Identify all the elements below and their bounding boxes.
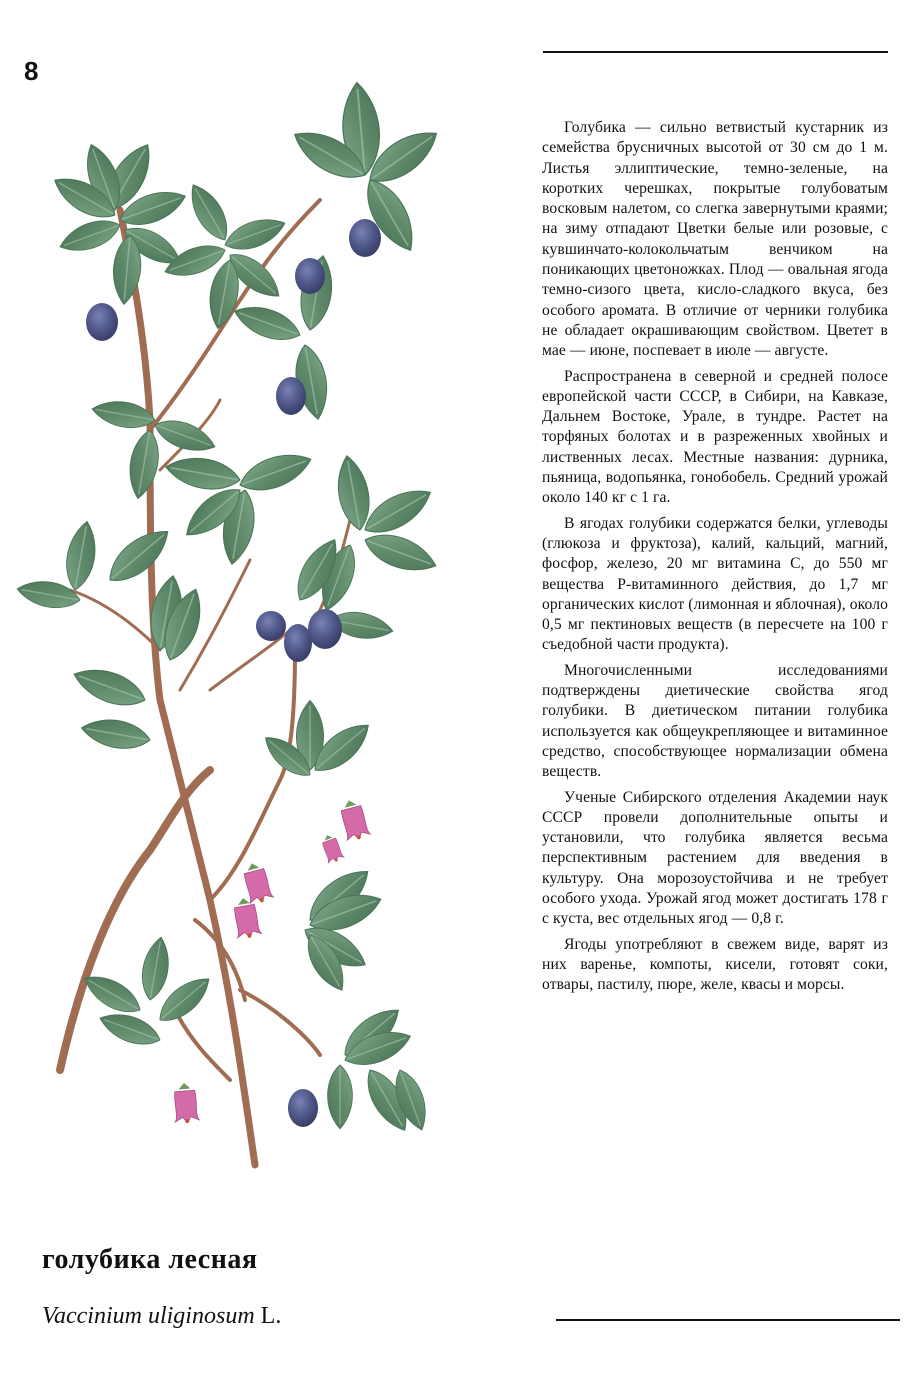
plant-illustration	[0, 40, 500, 1220]
article-paragraph: Распространена в северной и средней полосе европейской части СССР, в Сибири, на Кавказе, Дальнем Востоке, Урале, в тундре. Растет на торфяных болотах и в разреженных хвойных и лиственных лесах. Местные названия: дурника, пьяница, водопьянка, гонобобель. Средний урожай около 140 кг с 1 га.	[542, 367, 888, 507]
article-paragraph: Голубика — сильно ветвистый кустарник из семейства брусничных высотой от 30 см до 1 м. Листья эллиптические, темно-зеленые, на коротких черешках, покрытые голубоватым восковым налетом, со слегка завернутыми краями; на зиму отпадают Цветки белые или розовые, с кувшинчато-колокольчатым венчиком на поникающих цветоножках. Плод — овальная ягода темно-сизого цвета, кисло-сладкого вкуса, без особого аромата. В отличие от черники голубика не обладает окрашивающим свойством. Цветет в мае — июне, поспевает в июле — августе.	[542, 119, 888, 360]
article-text	[542, 118, 888, 1000]
article-paragraph: Ученые Сибирского отделения Академии наук СССР провели дополнительные опыты и установили, что голубика является весьма перспективным растением для введения в культуру. Она морозоустойчива и не требует особого ухода. Урожай ягод может достигать 178 г с куста, вес отдельных ягод — 0,8 г.	[542, 788, 888, 928]
top-rule	[543, 51, 888, 53]
taxon-author: L.	[260, 1303, 282, 1329]
plant-common-name: голубика лесная	[42, 1244, 258, 1275]
bottom-rule	[556, 1319, 900, 1321]
article-paragraph: Ягоды употребляют в свежем виде, варят из них варенье, компоты, кисели, готовят соки, отвары, пастилу, пюре, желе, квасы и морсы.	[542, 935, 888, 994]
plant-latin-name	[42, 1303, 281, 1330]
page-number: 8	[24, 56, 39, 86]
latin-binomial: Vaccinium uliginosum	[42, 1303, 255, 1329]
article-paragraph: В ягодах голубики содержатся белки, углеводы (глюкоза и фруктоза), калий, кальций, магний, фосфор, железо, 20 мг витамина С, до 550 мг вещества Р-витаминного действия, до 1,7 мг органических кислот (лимонная и яблочная), около 0,5 мг пектиновых веществ (в пересчете на 100 г съедобной части продукта).	[542, 514, 888, 654]
article-paragraph: Многочисленными исследованиями подтверждены диетические свойства ягод голубики. В диетическом питании голубика используется как общеукрепляющее и витаминное средство, способствующее нормализации обмена веществ.	[542, 661, 888, 781]
